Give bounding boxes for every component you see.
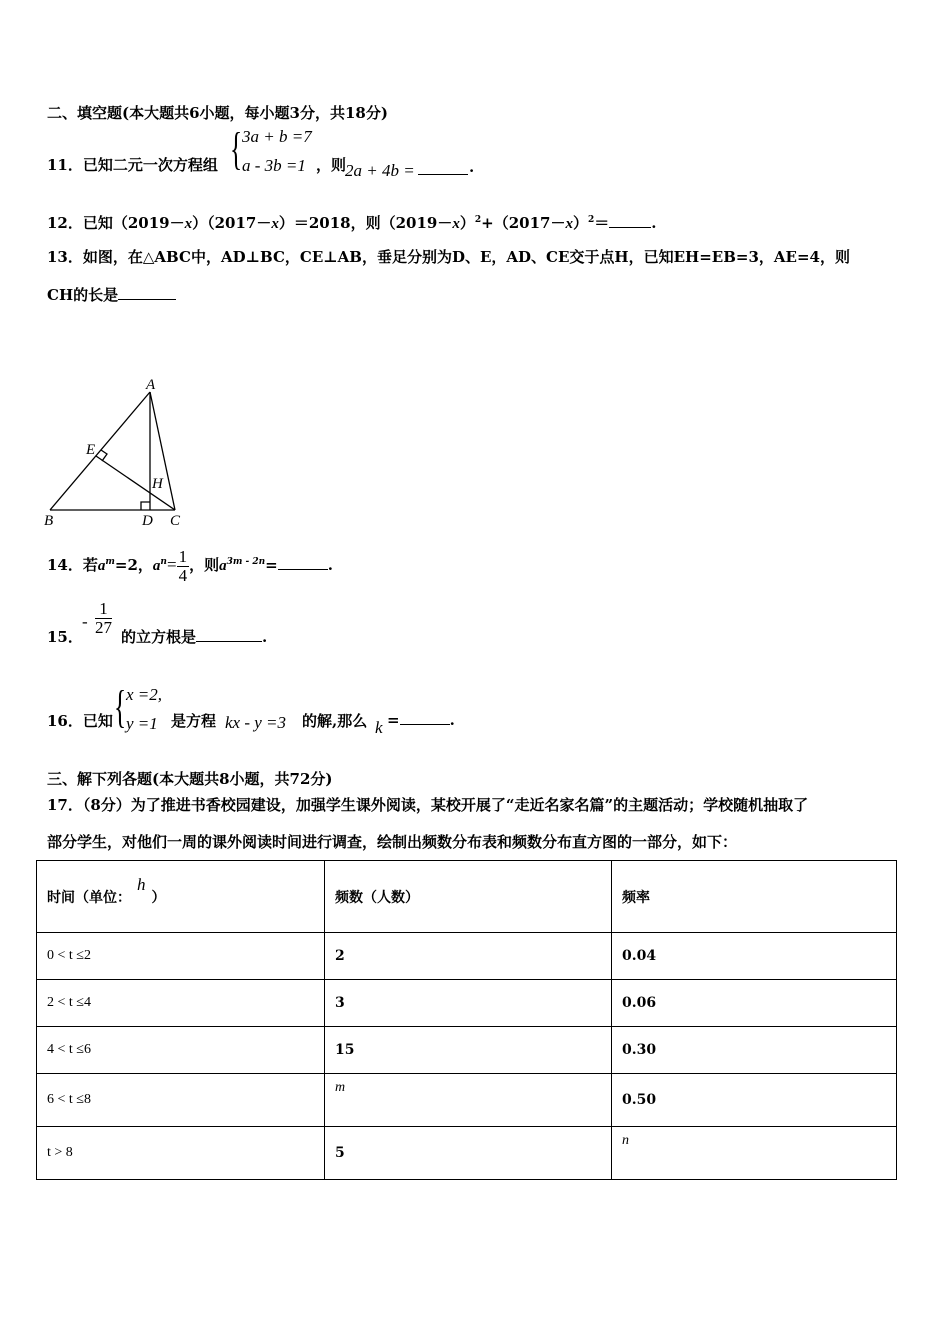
q15-end: . [262, 628, 268, 646]
q15-minus: - [82, 612, 88, 631]
q11-mid: ，则 [316, 156, 347, 174]
q15-fraction [95, 600, 112, 637]
side-ac [150, 392, 175, 510]
q14-a1: a [97, 558, 106, 574]
q16-equation: kx - y =3 [225, 713, 287, 732]
q12-end: . [651, 214, 657, 232]
q12-text6: ） [572, 214, 588, 232]
q12-text5: +（2017－ [481, 214, 566, 232]
cell-range: 4 < t ≤6 [37, 1027, 325, 1074]
right-angle-d [141, 502, 150, 510]
label-b: B [44, 513, 54, 529]
side-ba [50, 392, 150, 510]
q16-text: 的解,那么 [302, 712, 368, 730]
q12-x4: x [565, 216, 573, 232]
q16-k: k [375, 718, 383, 737]
q11-prefix: 11．已知二元一次方程组 [47, 156, 218, 174]
q15-text-wrap [121, 626, 267, 647]
q11-brace: { [230, 123, 243, 174]
cell-freq: 5 [325, 1127, 612, 1180]
label-e: E [86, 442, 96, 458]
q12-text1: 12．已知（2019－ [47, 214, 185, 232]
q16-eq2: y =1 [126, 714, 158, 733]
q14-answer-blank[interactable] [278, 555, 328, 570]
header-time-suffix: ） [151, 889, 166, 906]
header-time-prefix: 时间（单位： [47, 889, 131, 906]
q14-exp: 3m - 2n [226, 557, 266, 567]
q14-eq2: =2， [114, 556, 153, 574]
q11-expr: 2a + 4b = [345, 161, 415, 180]
q13-answer-blank[interactable] [118, 285, 176, 300]
header-rate: 频率 [612, 861, 897, 933]
q14-frac-num: 1 [178, 546, 188, 566]
header-time [37, 861, 325, 933]
q13-line1: 13．如图，在△ABC中，AD⊥BC，CE⊥AB，垂足分别为D、E，AD、CE交于点H，已知EH=EB=3，AE=4，则 [47, 248, 850, 266]
header-freq: 频数（人数） [325, 861, 612, 933]
q13-line2-wrap [47, 284, 176, 305]
q12-answer-blank[interactable] [609, 213, 651, 228]
table-row [37, 933, 897, 980]
cell-range: 0 < t ≤2 [37, 933, 325, 980]
q12-sup1: 2 [474, 215, 482, 225]
label-a: A [146, 377, 156, 393]
table-row [37, 1074, 897, 1127]
q16-answer-blank[interactable] [400, 710, 450, 725]
q14-line [47, 542, 333, 586]
q14-end: . [327, 556, 333, 574]
altitude-ce [96, 456, 175, 510]
q12-text2: ）（2017－ [192, 214, 272, 232]
cell-range: 2 < t ≤4 [37, 980, 325, 1027]
label-d: D [142, 513, 153, 529]
section-3-title: 三、解下列各题(本大题共8小题，共72分) [47, 770, 333, 788]
q15-text: 的立方根是 [121, 628, 197, 646]
cell-range: 6 < t ≤8 [37, 1074, 325, 1127]
q16-tail: = [387, 711, 400, 729]
q12-x3: x [452, 216, 460, 232]
q13-line2: CH的长是 [47, 286, 119, 304]
table-row [37, 1027, 897, 1074]
triangle-figure [40, 374, 200, 534]
q12-sup2: 2 [588, 215, 595, 225]
q12-text7: ＝ [594, 214, 610, 232]
q12-text4: ） [459, 214, 475, 232]
q15-answer-blank[interactable] [196, 627, 262, 642]
q11-end: . [469, 158, 475, 176]
q17-line1: 17．（8分）为了推进书香校园建设，加强学生课外阅读，某校开展了“走近名家名篇”的主题活动；学校随机抽取了 [47, 796, 809, 814]
cell-rate: 0.50 [612, 1074, 897, 1127]
q11-eq1: 3a + b =7 [242, 127, 312, 146]
q14-frac-den: 4 [178, 565, 188, 585]
q16-tail-wrap [387, 710, 455, 729]
q15-num: 15． [47, 628, 83, 646]
table-header-row [37, 861, 897, 933]
q14-prefix: 14．若 [47, 556, 98, 574]
frequency-table [36, 860, 897, 1180]
section-2-title: 二、填空题(本大题共6小题，每小题3分，共18分) [47, 104, 388, 122]
cell-freq: m [325, 1074, 612, 1127]
q14-n-exp: n [160, 557, 167, 567]
q14-fraction [177, 548, 190, 585]
q16-eq1: x =2, [126, 685, 163, 704]
label-h: H [152, 476, 163, 492]
q16-mid: 是方程 [171, 712, 217, 730]
q15-frac-den: 27 [95, 618, 112, 637]
q14-a2: a [152, 558, 161, 574]
cell-rate: n [612, 1127, 897, 1180]
q14-a3: a [219, 558, 227, 574]
q12-text3: ）＝2018，则（2019－ [278, 214, 453, 232]
q15-fraction-wrap [95, 600, 112, 637]
q17-line2: 部分学生，对他们一周的课外阅读时间进行调查，绘制出频数分布表和频数分布直方图的一部分，如下： [47, 833, 738, 851]
q14-m-exp: m [105, 557, 115, 567]
cell-freq: 15 [325, 1027, 612, 1074]
q16-prefix: 16．已知 [47, 712, 113, 730]
table-row [37, 980, 897, 1027]
q12-line [47, 212, 657, 233]
q12-x1: x [184, 216, 193, 232]
q11-eq2: a - 3b =1 [242, 156, 306, 175]
header-time-unit: h [137, 874, 146, 894]
cell-range: t > 8 [37, 1127, 325, 1180]
label-c: C [170, 513, 181, 529]
q14-eqsign: = [166, 555, 177, 574]
cell-rate: 0.04 [612, 933, 897, 980]
cell-rate: 0.30 [612, 1027, 897, 1074]
q12-x2: x [271, 216, 279, 232]
q16-brace: { [114, 681, 127, 732]
cell-freq: 2 [325, 933, 612, 980]
table-row [37, 1127, 897, 1180]
cell-rate: 0.06 [612, 980, 897, 1027]
q15-frac-num: 1 [95, 600, 112, 619]
q11-answer-blank[interactable] [418, 160, 468, 179]
q14-tail: = [265, 556, 278, 574]
q14-then: ，则 [189, 556, 220, 574]
cell-freq: 3 [325, 980, 612, 1027]
q16-end: . [449, 711, 455, 729]
